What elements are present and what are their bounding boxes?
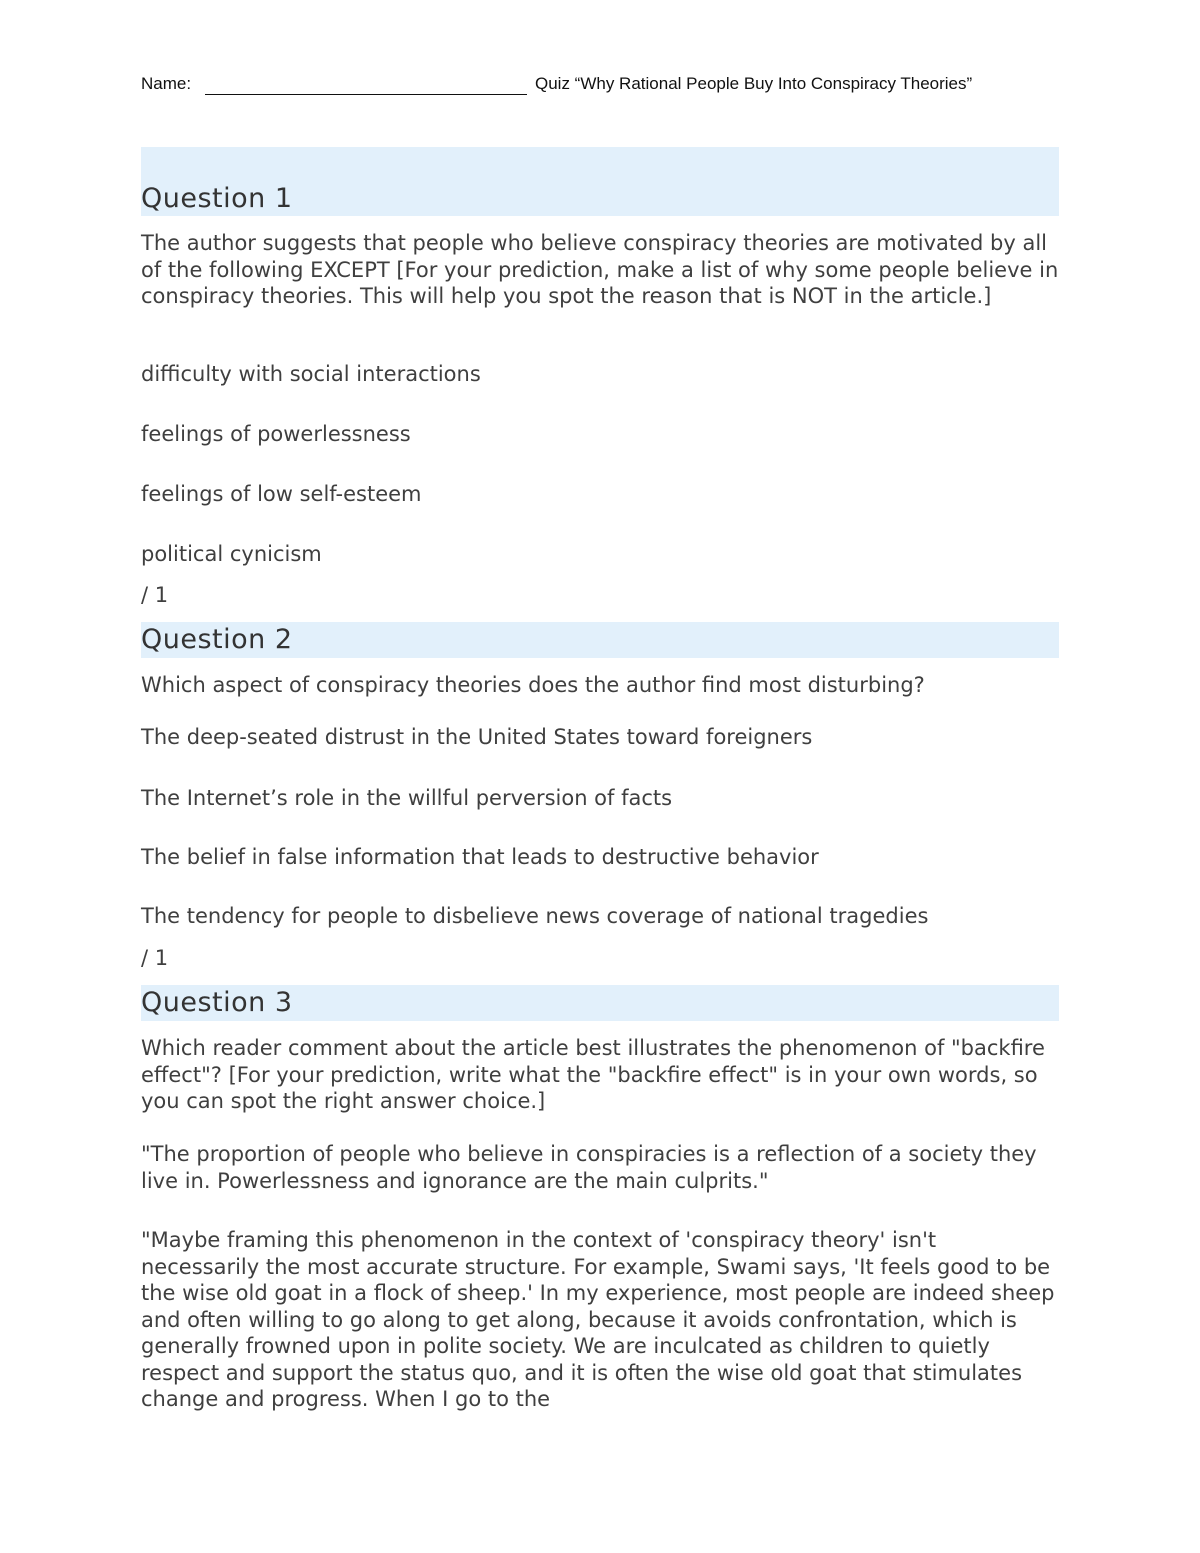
question-1-prompt: The author suggests that people who believe conspiracy theories are motivated by all of the following EXCEPT [For your prediction, make a list of why some people believe in conspiracy theories. This will help you spot the reason that is NOT in the article.] (141, 231, 1059, 308)
name-label: Name: (141, 74, 192, 93)
question-1-option-1[interactable]: difficulty with social interactions (141, 362, 481, 386)
question-1-option-4[interactable]: political cynicism (141, 542, 322, 566)
question-1-option-2[interactable]: feelings of powerlessness (141, 422, 411, 446)
question-3-option-2[interactable]: "Maybe framing this phenomenon in the context of 'conspiracy theory' isn't necessarily the most accurate structure. For example, Swami says, 'It feels good to be the wise old goat in a flock of sheep.' In my experience, most people are indeed sheep and often willing to go along to get along, because it avoids confrontation, which is generally frowned upon in polite society. We are inculcated as children to quietly respect and support the status quo, and it is often the wise old goat that stimulates change and progress. When I go to the (141, 1228, 1055, 1411)
quiz-title: Quiz “Why Rational People Buy Into Conspiracy Theories” (535, 74, 973, 93)
question-2-option-3[interactable]: The belief in false information that leads to destructive behavior (141, 845, 819, 869)
question-2-option-1[interactable]: The deep-seated distrust in the United States toward foreigners (141, 725, 813, 749)
question-1-score: / 1 (141, 583, 169, 607)
question-2-prompt: Which aspect of conspiracy theories does the author find most disturbing? (141, 673, 925, 697)
question-1-option-3[interactable]: feelings of low self-esteem (141, 482, 422, 506)
question-2-title: Question 2 (141, 624, 293, 655)
question-3-prompt: Which reader comment about the article best illustrates the phenomenon of "backfire effect"? [For your prediction, write what the "backfire effect" is in your own words, so you can spot the right answer choice.] (141, 1036, 1045, 1113)
quiz-header (141, 74, 1059, 98)
question-2-option-2[interactable]: The Internet’s role in the willful perversion of facts (141, 786, 673, 810)
question-2-option-4[interactable]: The tendency for people to disbelieve news coverage of national tragedies (141, 904, 929, 928)
question-3-option-1[interactable]: "The proportion of people who believe in conspiracies is a reflection of a society they live in. Powerlessness and ignorance are the main culprits." (141, 1142, 1037, 1193)
question-2-score: / 1 (141, 946, 169, 970)
name-blank-line[interactable] (205, 94, 527, 95)
question-3-title: Question 3 (141, 987, 293, 1018)
question-1-title: Question 1 (141, 183, 293, 214)
